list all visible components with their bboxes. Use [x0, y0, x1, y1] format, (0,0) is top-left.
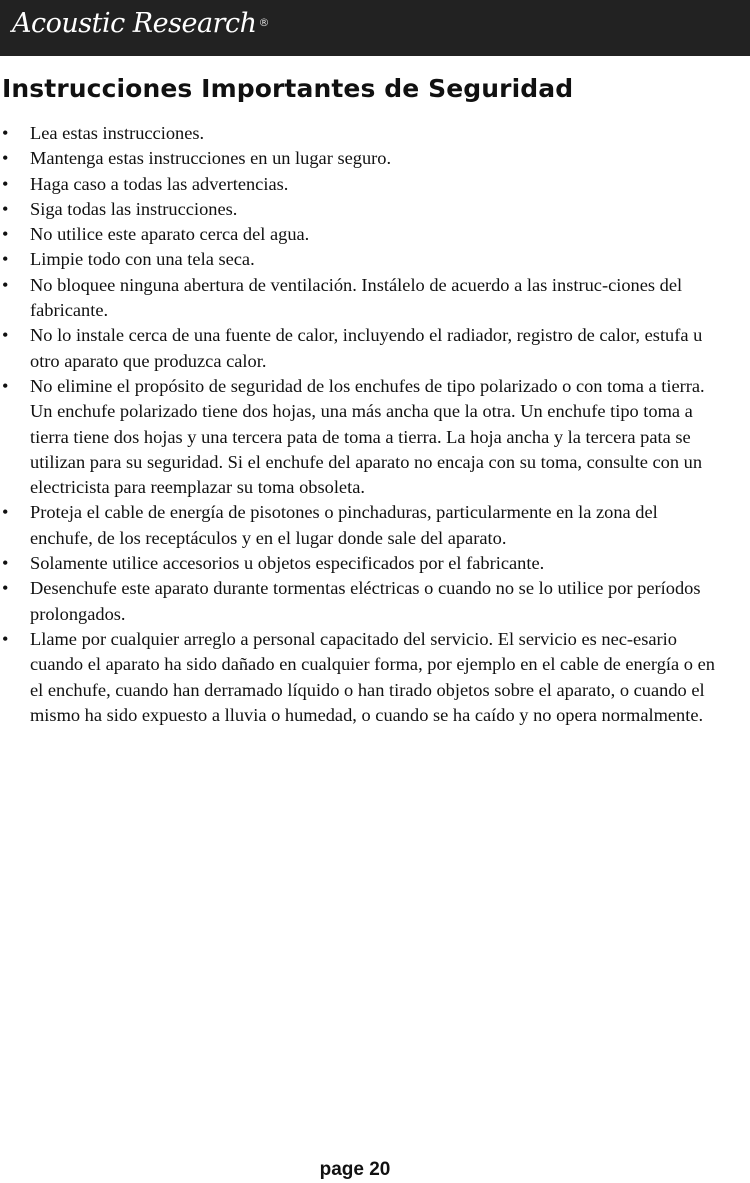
list-item-text: No elimine el propósito de seguridad de los enchufes de tipo polarizado o con toma a tierra. Un enchufe polarizado tiene dos hojas, una más ancha que la otra. Un enchufe tipo toma a tierra tiene dos hojas y una tercera pata de toma a tierra. La hoja ancha y la tercera pata se utilizan para su seguridad. Si el enchufe del aparato no encaja con su toma, consulte con un electricista para reemplazar su toma obsoleta. [30, 375, 705, 498]
list-item-text: Mantenga estas instrucciones en un lugar seguro. [30, 148, 392, 169]
list-item-text: Desenchufe este aparato durante tormentas eléctricas o cuando no se lo utilice por períodos prolongados. [30, 578, 701, 624]
list-item-text: Limpie todo con una tela seca. [30, 249, 255, 270]
list-item [0, 222, 720, 247]
page-title: Instrucciones Importantes de Seguridad [2, 74, 574, 103]
list-item [0, 197, 720, 222]
list-item [0, 146, 720, 171]
bullet: • [2, 249, 9, 270]
bullet: • [2, 628, 9, 649]
safety-instructions-list [0, 121, 720, 728]
list-item [0, 247, 720, 272]
bullet: • [2, 502, 9, 523]
list-item [0, 627, 720, 728]
bullet: • [2, 325, 9, 346]
header-bar [0, 0, 750, 56]
bullet: • [2, 173, 9, 194]
list-item [0, 374, 720, 500]
list-item [0, 551, 720, 576]
list-item-text: Llame por cualquier arreglo a personal capacitado del servicio. El servicio es nec-esario cuando el aparato ha sido dañado en cualquier forma, por ejemplo en el cable de energía o en el enchufe, cuando han derramado líquido o han tirado objetos sobre el aparato, o cuando el mismo ha sido expuesto a lluvia o humedad, o cuando se ha caído y no opera normalmente. [30, 628, 715, 725]
list-item-text: No lo instale cerca de una fuente de calor, incluyendo el radiador, registro de calor, estufa u otro aparato que produzca calor. [30, 325, 703, 371]
list-item-text: No bloquee ninguna abertura de ventilación. Instálelo de acuerdo a las instruc-ciones del fabricante. [30, 274, 683, 321]
list-item-text: Siga todas las instrucciones. [30, 198, 238, 219]
list-item [0, 121, 720, 146]
list-item-text: No utilice este aparato cerca del agua. [30, 224, 310, 245]
page-number: page 20 [319, 1159, 391, 1180]
brand-logo [12, 8, 269, 39]
list-item [0, 172, 720, 197]
bullet: • [2, 274, 9, 295]
list-item-text: Lea estas instrucciones. [30, 123, 205, 143]
bullet: • [2, 553, 9, 574]
list-item-text: Solamente utilice accesorios u objetos especificados por el fabricante. [30, 553, 545, 574]
bullet: • [2, 123, 9, 143]
bullet: • [2, 148, 9, 169]
list-item [0, 500, 720, 551]
list-item [0, 273, 720, 324]
bullet: • [2, 224, 9, 245]
list-item-text: Haga caso a todas las advertencias. [30, 173, 289, 194]
bullet: • [2, 578, 9, 599]
list-item [0, 576, 720, 627]
bullet: • [2, 198, 9, 219]
registered-mark: ® [258, 16, 269, 29]
list-item [0, 323, 720, 374]
list-item-text: Proteja el cable de energía de pisotones o pinchaduras, particularmente en la zona del enchufe, de los receptáculos y en el lugar donde sale del aparato. [30, 502, 658, 548]
brand-name: Acoustic Research [12, 8, 257, 39]
bullet: • [2, 375, 9, 396]
